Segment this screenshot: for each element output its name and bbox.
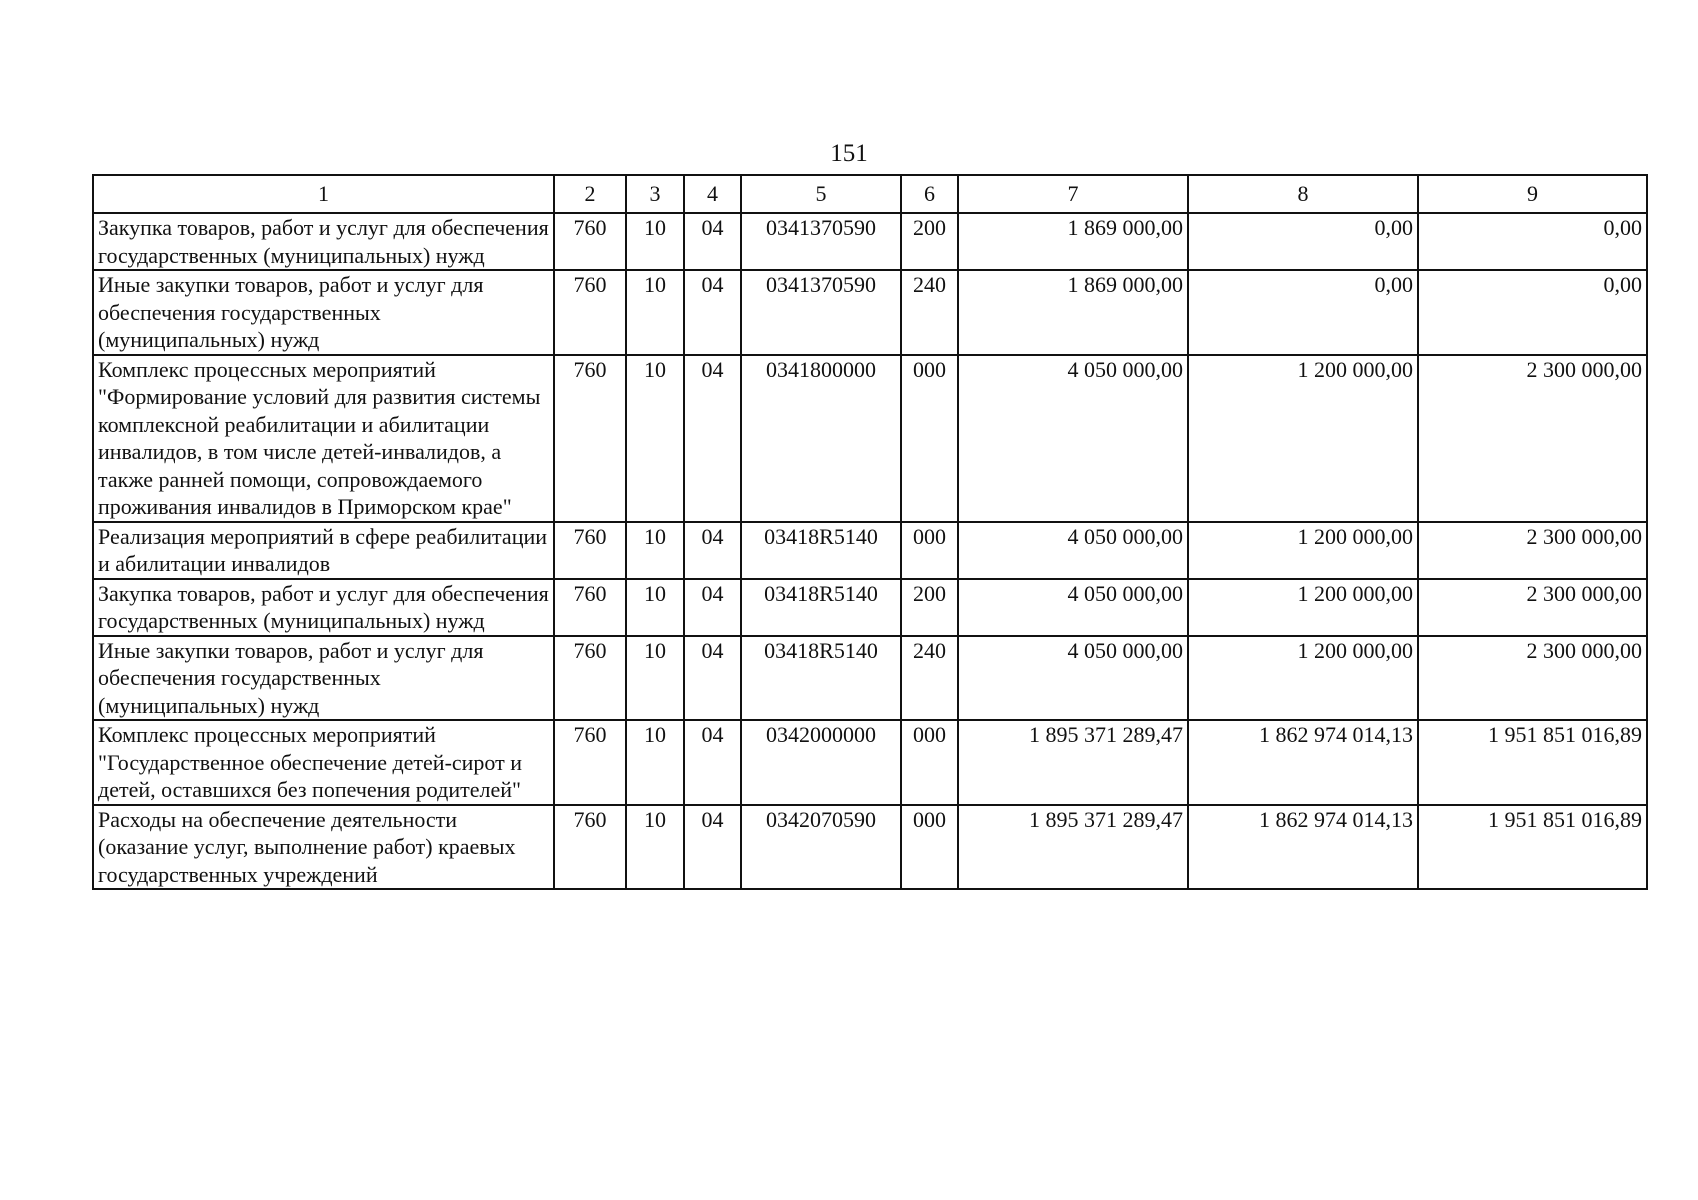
expense-name: Иные закупки товаров, работ и услуг для обеспечения государственных (муниципальных) нужд [93,636,554,721]
expense-type-code: 200 [901,579,958,636]
amount-col-9: 2 300 000,00 [1418,355,1647,522]
subsection-code: 04 [684,270,741,355]
table-row [93,636,1647,721]
amount-col-9: 0,00 [1418,213,1647,270]
amount-col-8: 1 200 000,00 [1188,579,1418,636]
target-article-code: 03418R5140 [741,636,901,721]
column-header-8: 8 [1188,175,1418,213]
subsection-code: 04 [684,355,741,522]
amount-col-7: 1 869 000,00 [958,270,1188,355]
subsection-code: 04 [684,213,741,270]
expense-type-code: 000 [901,805,958,890]
department-code: 760 [554,213,626,270]
expense-type-code: 000 [901,720,958,805]
section-code: 10 [626,355,684,522]
expense-type-code: 200 [901,213,958,270]
department-code: 760 [554,270,626,355]
department-code: 760 [554,720,626,805]
expense-type-code: 240 [901,270,958,355]
subsection-code: 04 [684,636,741,721]
expense-type-code: 240 [901,636,958,721]
subsection-code: 04 [684,579,741,636]
department-code: 760 [554,636,626,721]
department-code: 760 [554,522,626,579]
column-header-9: 9 [1418,175,1647,213]
column-header-3: 3 [626,175,684,213]
section-code: 10 [626,805,684,890]
section-code: 10 [626,270,684,355]
section-code: 10 [626,636,684,721]
target-article-code: 0341370590 [741,213,901,270]
table-row [93,720,1647,805]
expense-name: Реализация мероприятий в сфере реабилитации и абилитации инвалидов [93,522,554,579]
subsection-code: 04 [684,522,741,579]
target-article-code: 03418R5140 [741,522,901,579]
table-row [93,355,1647,522]
column-header-6: 6 [901,175,958,213]
amount-col-7: 4 050 000,00 [958,355,1188,522]
target-article-code: 0342070590 [741,805,901,890]
amount-col-9: 2 300 000,00 [1418,579,1647,636]
expense-name: Закупка товаров, работ и услуг для обеспечения государственных (муниципальных) нужд [93,213,554,270]
page-number: 151 [830,140,868,167]
amount-col-7: 1 895 371 289,47 [958,720,1188,805]
target-article-code: 0341800000 [741,355,901,522]
amount-col-9: 1 951 851 016,89 [1418,720,1647,805]
department-code: 760 [554,805,626,890]
table-row [93,522,1647,579]
amount-col-9: 2 300 000,00 [1418,636,1647,721]
amount-col-7: 4 050 000,00 [958,579,1188,636]
amount-col-7: 4 050 000,00 [958,636,1188,721]
table-row [93,805,1647,890]
budget-table [92,174,1648,890]
section-code: 10 [626,522,684,579]
amount-col-8: 1 200 000,00 [1188,522,1418,579]
section-code: 10 [626,579,684,636]
department-code: 760 [554,355,626,522]
amount-col-7: 1 895 371 289,47 [958,805,1188,890]
amount-col-8: 1 862 974 014,13 [1188,720,1418,805]
target-article-code: 03418R5140 [741,579,901,636]
amount-col-9: 0,00 [1418,270,1647,355]
amount-col-8: 1 200 000,00 [1188,636,1418,721]
amount-col-8: 1 200 000,00 [1188,355,1418,522]
column-header-5: 5 [741,175,901,213]
expense-type-code: 000 [901,522,958,579]
amount-col-7: 4 050 000,00 [958,522,1188,579]
expense-name: Комплекс процессных мероприятий "Формирование условий для развития системы комплексной реабилитации и абилитации инвалидов, в том числе детей-инвалидов, а также ранней помощи, сопровождаемого проживания инвалидов в Приморском крае" [93,355,554,522]
column-header-4: 4 [684,175,741,213]
expense-name: Иные закупки товаров, работ и услуг для обеспечения государственных (муниципальных) нужд [93,270,554,355]
amount-col-9: 1 951 851 016,89 [1418,805,1647,890]
column-header-1: 1 [93,175,554,213]
amount-col-8: 0,00 [1188,213,1418,270]
amount-col-9: 2 300 000,00 [1418,522,1647,579]
expense-type-code: 000 [901,355,958,522]
column-header-2: 2 [554,175,626,213]
expense-name: Комплекс процессных мероприятий "Государственное обеспечение детей-сирот и детей, оставшихся без попечения родителей" [93,720,554,805]
amount-col-7: 1 869 000,00 [958,213,1188,270]
section-code: 10 [626,720,684,805]
subsection-code: 04 [684,720,741,805]
table-row [93,270,1647,355]
amount-col-8: 1 862 974 014,13 [1188,805,1418,890]
amount-col-8: 0,00 [1188,270,1418,355]
column-header-7: 7 [958,175,1188,213]
table-row [93,579,1647,636]
subsection-code: 04 [684,805,741,890]
section-code: 10 [626,213,684,270]
header-row [93,175,1647,213]
department-code: 760 [554,579,626,636]
target-article-code: 0342000000 [741,720,901,805]
expense-name: Закупка товаров, работ и услуг для обеспечения государственных (муниципальных) нужд [93,579,554,636]
target-article-code: 0341370590 [741,270,901,355]
expense-name: Расходы на обеспечение деятельности (оказание услуг, выполнение работ) краевых государственных учреждений [93,805,554,890]
table-row [93,213,1647,270]
